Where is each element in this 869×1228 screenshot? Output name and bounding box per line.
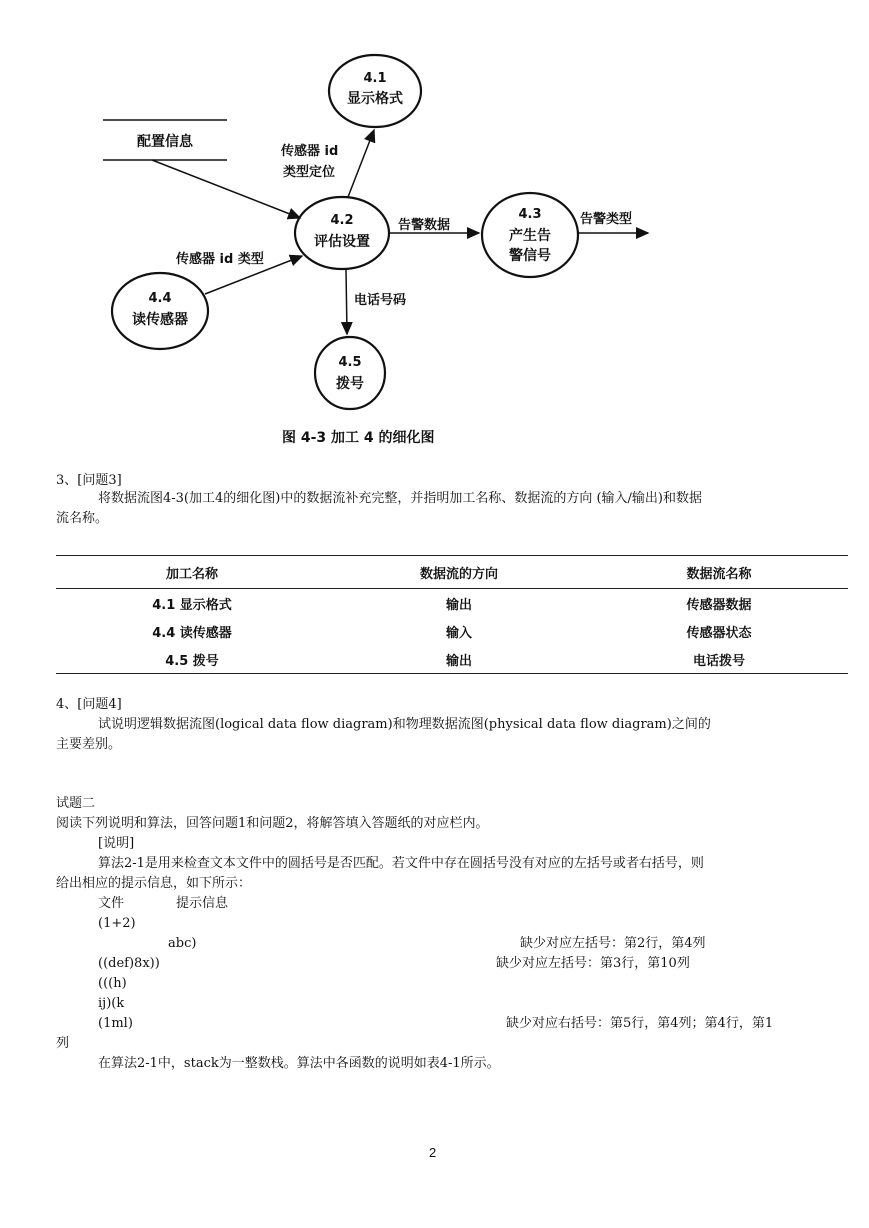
process-id: 4.1 <box>363 71 387 86</box>
process-id: 4.4 <box>148 291 172 306</box>
flow-4-2-to-4-5 <box>346 270 347 334</box>
file-line-3: ((def)8x)) <box>98 956 160 971</box>
process-id: 4.5 <box>338 355 362 370</box>
process-name-line1: 产生告 <box>509 228 551 244</box>
table-row <box>56 617 848 645</box>
process-name: 读传感器 <box>132 312 188 328</box>
table-cell: 输出 <box>328 645 590 674</box>
file-line-5: ij)(k <box>98 996 125 1011</box>
q3-text-line2: 流名称。 <box>56 511 109 526</box>
explain-label: [说明] <box>98 836 135 851</box>
process-4-1 <box>329 55 421 127</box>
file-line-1: (1+2) <box>98 916 136 931</box>
flow-label-phone-number: 电话号码 <box>354 293 407 308</box>
hint-line-6-wrap: 列 <box>56 1036 70 1051</box>
section2-title: 试题二 <box>56 796 96 811</box>
process-4-2 <box>295 197 389 269</box>
col-hint-label: 提示信息 <box>176 896 229 911</box>
q4-text-line1: 试说明逻辑数据流图(logical data flow diagram)和物理数据流图(physical data flow diagram)之间的 <box>98 717 711 732</box>
q4-text-line2: 主要差别。 <box>56 737 122 752</box>
col-file-label: 文件 <box>98 896 125 911</box>
page-number: 2 <box>429 1145 437 1160</box>
hint-line-2: 缺少对应左括号：第2行，第4列 <box>520 936 706 951</box>
table-cell: 4.4 读传感器 <box>152 625 232 641</box>
table-header-cell: 数据流的方向 <box>328 556 590 589</box>
file-line-4: (((h) <box>98 976 127 991</box>
process-name: 评估设置 <box>314 234 370 250</box>
answer-table <box>56 556 848 674</box>
table-cell: 4.1 显示格式 <box>152 597 232 613</box>
process-name: 拨号 <box>336 376 364 392</box>
section2-intro: 阅读下列说明和算法，回答问题1和问题2，将解答填入答题纸的对应栏内。 <box>56 816 489 831</box>
data-flow-diagram <box>0 0 869 460</box>
section2-para3: 在算法2-1中，stack为一整数栈。算法中各函数的说明如表4-1所示。 <box>98 1056 500 1071</box>
process-id: 4.2 <box>330 213 354 228</box>
process-name-line2: 警信号 <box>509 248 551 264</box>
external-entity-label: 配置信息 <box>137 134 193 150</box>
figure-caption: 图 4-3 加工 4 的细化图 <box>282 430 435 446</box>
file-line-2: abc) <box>168 936 197 951</box>
flow-config-to-4-2 <box>152 160 300 218</box>
process-id: 4.3 <box>518 207 542 222</box>
hint-line-3: 缺少对应左括号：第3行，第10列 <box>496 956 690 971</box>
q3-heading: 3、[问题3] <box>56 473 122 488</box>
table-header-cell: 数据流名称 <box>590 556 848 589</box>
flow-label-alarm-data: 告警数据 <box>398 218 451 233</box>
process-4-5 <box>315 337 385 409</box>
flow-4-2-to-4-1 <box>348 130 374 197</box>
q4-heading: 4、[问题4] <box>56 697 122 712</box>
table-cell: 4.5 拨号 <box>56 645 328 674</box>
external-entity-config <box>103 120 227 160</box>
table-cell: 传感器状态 <box>686 625 752 641</box>
table-cell: 传感器数据 <box>686 597 752 613</box>
flow-label-sensor-id-type: 传感器 id 类型 <box>176 252 264 267</box>
hint-line-6: 缺少对应右括号：第5行，第4列；第4行，第1 <box>506 1016 774 1031</box>
flow-label-alarm-type: 告警类型 <box>580 212 633 227</box>
table-cell: 电话拨号 <box>590 645 848 674</box>
section2-para1: 算法2-1是用来检查文本文件中的圆括号是否匹配。若文件中存在圆括号没有对应的左括号或者右括号，则 <box>98 856 704 871</box>
table-header-row <box>56 556 848 589</box>
flow-label-sensor-id-pos-1: 传感器 id <box>281 144 339 159</box>
table-header-cell: 加工名称 <box>56 556 328 589</box>
process-name: 显示格式 <box>347 91 403 107</box>
process-4-4 <box>112 273 208 349</box>
q3-text-line1: 将数据流图4-3(加工4的细化图)中的数据流补充完整，并指明加工名称、数据流的方向 (输入/输出)和数据 <box>98 491 703 506</box>
file-line-6: (1ml) <box>98 1016 133 1031</box>
table-cell: 输入 <box>445 625 472 641</box>
table-row <box>56 589 848 618</box>
table-cell: 输出 <box>445 597 472 613</box>
process-4-3 <box>482 193 578 277</box>
section2-para2: 给出相应的提示信息，如下所示： <box>56 876 252 891</box>
flow-label-sensor-id-pos-2: 类型定位 <box>283 165 336 180</box>
table-row <box>56 645 848 674</box>
